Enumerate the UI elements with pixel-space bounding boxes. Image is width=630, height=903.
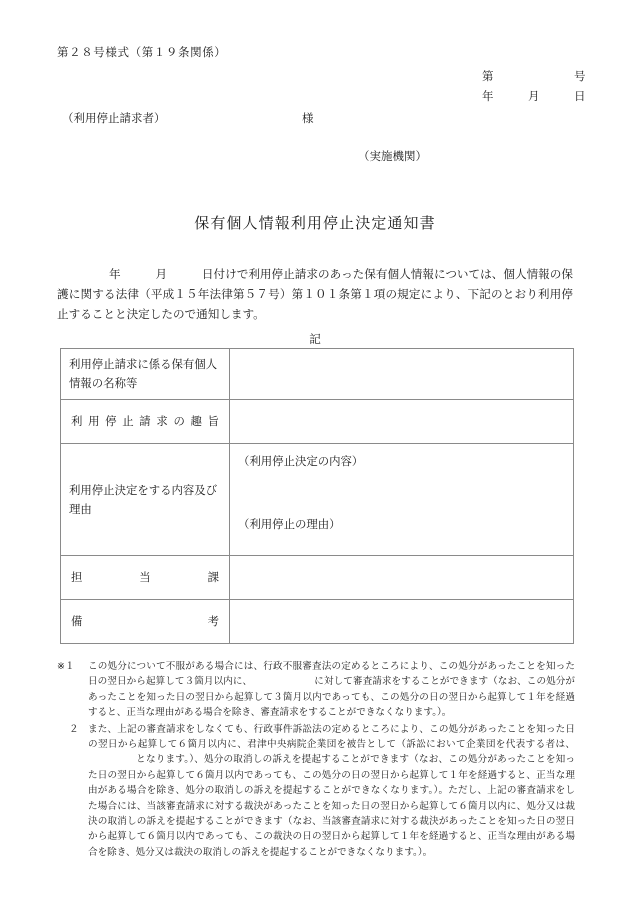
- issuing-agency: （実施機関）: [358, 149, 427, 163]
- row-label-info-name: 利用停止請求に係る保有個人情報の名称等: [61, 349, 230, 400]
- footnote-marker-2: ２: [69, 723, 79, 735]
- row-value-request-intent[interactable]: [230, 400, 574, 444]
- row-value-department[interactable]: [230, 556, 574, 600]
- decision-table: [60, 348, 574, 644]
- table-row: [61, 556, 574, 600]
- row-value-decision-reason[interactable]: [230, 444, 574, 556]
- row-value-info-name[interactable]: [230, 349, 574, 400]
- form-number: 第２８号様式（第１９条関係）: [57, 45, 227, 59]
- footnote-1-part1: この処分について不服がある場合には、行政不服審査法の定めるところにより、この処分があったことを知った日の翌日から起算して３箇月以内に、: [88, 661, 575, 688]
- body-sentence: 付けで利用停止請求のあった保有個人情報については、個人情報の保護に関する法律（平成１５年法律第５７号）第１０１条第１項の規定により、下記のとおり利用停止することと決定したので通知します。: [57, 267, 573, 321]
- table-row: [61, 600, 574, 644]
- body-date-blanks: 年 月 日: [109, 267, 214, 281]
- footnote-item-2: [57, 722, 575, 861]
- row-label-text: 担当課: [71, 570, 219, 584]
- table-row: [61, 400, 574, 444]
- footnotes: [57, 659, 575, 861]
- table-row: [61, 444, 574, 556]
- footnote-2-part2: となります。）、処分の取消しの訴えを提起することができます（なお、この処分があったことを知った日の翌日から起算して６箇月以内であっても、この処分の日の翌日から起算して１年を経過すると、正当な理由がある場合を除き、処分の取消しの訴えを提起することができなくなります。）。ただし、上記の審査請求をした場合には、当該審査請求に対する裁決があったことを知った日の翌日から起算して６箇月以内に、処分又は裁決の取消しの訴えを提起することができます（なお、当該審査請求に対する裁決があったことを知った日の翌日から起算して６箇月以内であっても、この裁決の日の翌日から起算して１年を経過すると、正当な理由がある場合を除き、処分又は裁決の取消しの訴えを提起することができなくなります。）。: [88, 754, 575, 858]
- addressee-label: （利用停止請求者）: [62, 111, 166, 125]
- row-label-decision-reason: 利用停止決定をする内容及び理由: [61, 444, 230, 556]
- footnote-1-part2: に対して審査請求をすることができます（なお、この処分があったことを知った日の翌日から起算して３箇月以内であっても、この処分の日の翌日から起算して１年を経過すると、正当な理由がある場合を除き、審査請求をすることができなくなります。）。: [88, 676, 576, 719]
- row-label-request-intent: [61, 400, 230, 444]
- table-row: [61, 349, 574, 400]
- decision-content-subheading: （利用停止決定の内容）: [238, 454, 364, 468]
- row-label-text: 備考: [71, 614, 219, 628]
- row-label-remarks: [61, 600, 230, 644]
- ki-mark: 記: [309, 332, 321, 346]
- footnote-item-1: [57, 659, 575, 721]
- footnote-text-2: [88, 722, 575, 861]
- row-value-remarks[interactable]: [230, 600, 574, 644]
- footnote-text-1: [88, 659, 575, 721]
- document-date-line: 年 月 日: [482, 89, 586, 103]
- document-number-line: 第 号: [482, 69, 586, 83]
- addressee-honorific: 様: [302, 111, 314, 125]
- decision-reason-subheading: （利用停止の理由）: [238, 517, 341, 531]
- body-paragraph: [57, 264, 573, 324]
- footnote-marker-1: ※１: [57, 661, 75, 672]
- footnote-2-part1: また、上記の審査請求をしなくても、行政事件訴訟法の定めるところにより、この処分があったことを知った日の翌日から起算して６箇月以内に、君津中央病院企業団を被告として（訴訟において企業団を代表する者は、: [88, 723, 575, 751]
- row-label-text: 利用停止請求の趣旨: [71, 414, 219, 428]
- page-title: 保有個人情報利用停止決定通知書: [194, 214, 436, 232]
- row-label-department: [61, 556, 230, 600]
